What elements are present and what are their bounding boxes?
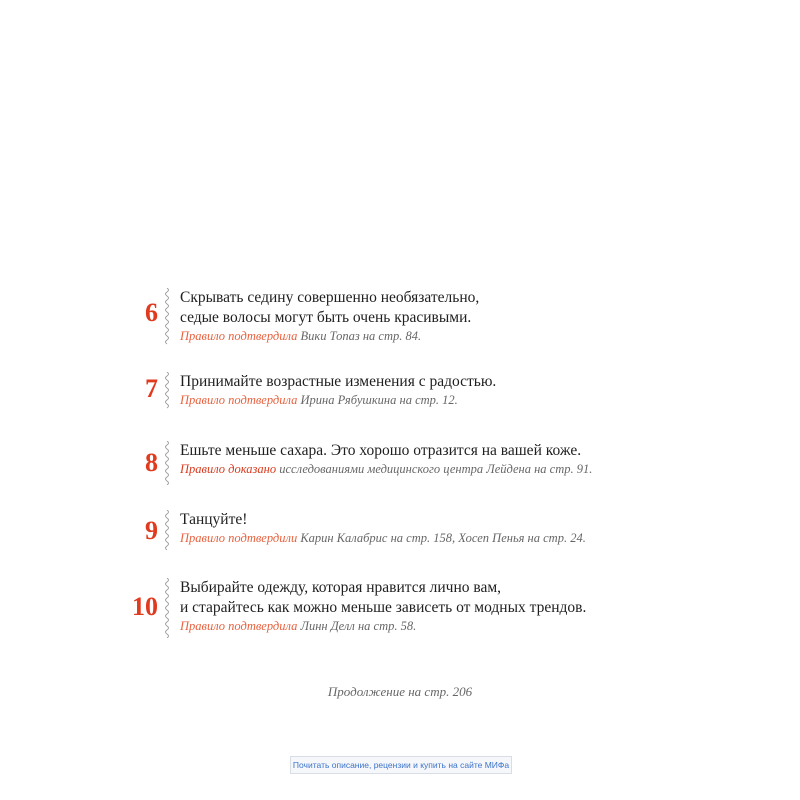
rule-text-line: и старайтесь как можно меньше зависеть от модных трендов. — [180, 599, 587, 616]
rule-number: 6 — [145, 298, 158, 327]
rule-reference-source: Вики Топаз на стр. 84. — [297, 329, 422, 343]
rule-reference-accent: Правило подтвердила — [180, 393, 298, 407]
rule-number: 9 — [145, 516, 158, 545]
rule-7 — [120, 372, 680, 410]
rule-text-line: Ешьте меньше сахара. Это хорошо отразится на вашей коже. — [180, 442, 582, 459]
rule-8 — [120, 441, 680, 485]
rule-reference — [180, 392, 496, 409]
rule-9 — [120, 510, 680, 552]
rule-10 — [120, 578, 680, 638]
rule-reference-accent: Правило доказано — [180, 462, 277, 476]
rule-text-line: Скрывать седину совершенно необязательно, — [180, 289, 480, 306]
rule-reference-accent: Правило подтвердили — [180, 531, 298, 545]
rule-text-line: Выбирайте одежду, которая нравится лично вам, — [180, 579, 502, 596]
rule-text-line: Принимайте возрастные изменения с радостью. — [180, 373, 497, 390]
buy-link[interactable]: Почитать описание, рецензии и купить на сайте МИФа — [290, 756, 512, 774]
rule-reference — [180, 461, 592, 478]
rule-reference — [180, 618, 586, 635]
wavy-divider-icon — [164, 578, 170, 638]
continued-note: Продолжение на стр. 206 — [327, 684, 473, 699]
rule-reference-accent: Правило подтвердила — [180, 329, 298, 343]
rule-reference-source: исследованиями медицинского центра Лейдена на стр. 91. — [276, 462, 593, 476]
rule-reference-source: Линн Делл на стр. 58. — [297, 619, 417, 633]
rule-6 — [120, 288, 680, 346]
rule-text-line: седые волосы могут быть очень красивыми. — [180, 309, 472, 326]
rule-reference — [180, 530, 586, 547]
wavy-divider-icon — [164, 441, 170, 485]
rule-reference — [180, 328, 479, 345]
rule-number: 7 — [145, 374, 158, 403]
rule-text-line: Танцуйте! — [180, 511, 248, 528]
wavy-divider-icon — [164, 288, 170, 346]
wavy-divider-icon — [164, 510, 170, 552]
rule-reference-accent: Правило подтвердила — [180, 619, 298, 633]
rule-reference-source: Карин Калабрис на стр. 158, Хосеп Пенья на стр. 24. — [297, 531, 586, 545]
rule-number: 8 — [145, 448, 158, 477]
rule-reference-source: Ирина Рябушкина на стр. 12. — [297, 393, 458, 407]
wavy-divider-icon — [164, 372, 170, 410]
rule-number: 10 — [132, 592, 158, 621]
